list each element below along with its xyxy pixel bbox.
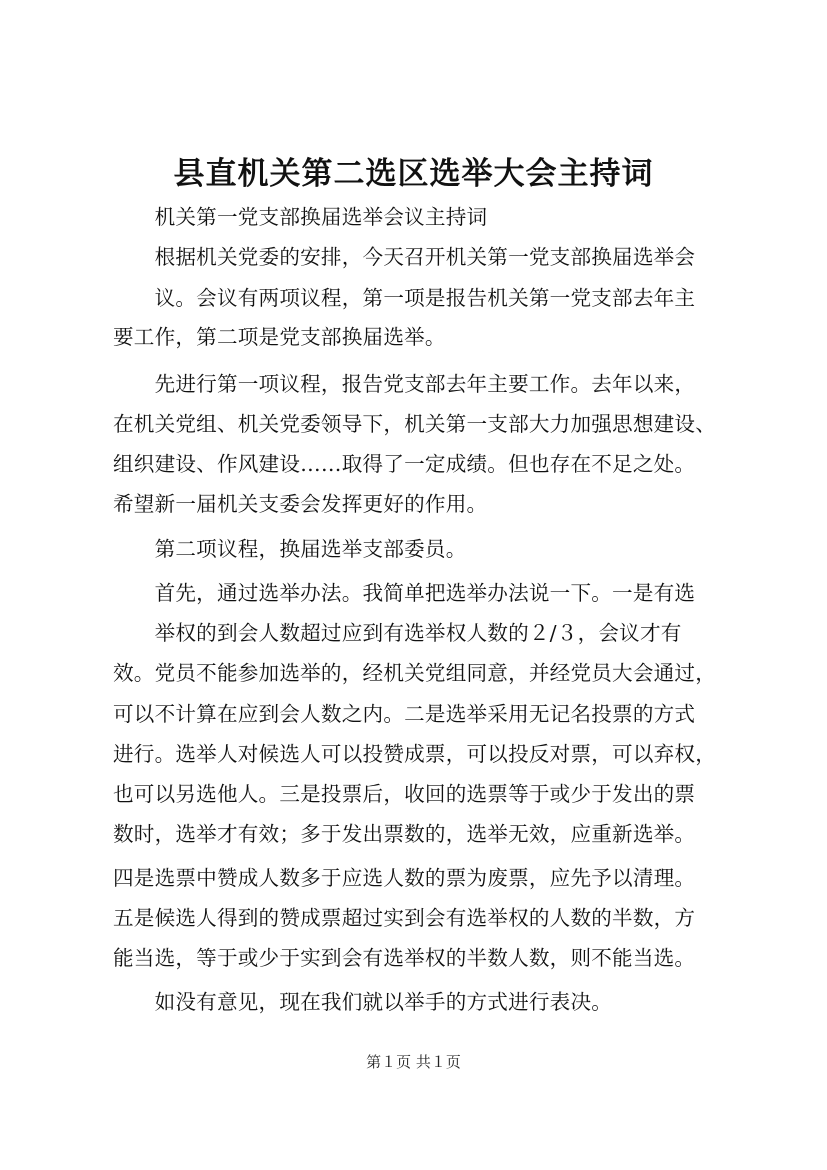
paragraph-line: 第二项议程，换届选举支部委员。	[113, 537, 467, 561]
paragraph-line: 希望新一届机关支委会发挥更好的作用。	[113, 492, 488, 516]
page-title: 县直机关第二选区选举大会主持词	[173, 156, 654, 192]
paragraph-line: 根据机关党委的安排，今天召开机关第一党支部换届选举会	[113, 245, 696, 269]
paragraph-line: 如没有意见，现在我们就以举手的方式进行表决。	[113, 990, 613, 1014]
paragraph-line: 要工作，第二项是党支部换届选举。	[113, 325, 446, 349]
paragraph-line: 举权的到会人数超过应到有选举权人数的２/３，会议才有	[113, 621, 682, 645]
paragraph-line: 五是候选人得到的赞成票超过实到会有选举权的人数的半数，方	[113, 906, 696, 930]
paragraph-line: 效。党员不能参加选举的，经机关党组同意，并经党员大会通过，	[113, 661, 717, 685]
paragraph-line: 数时，选举才有效；多于发出票数的，选举无效，应重新选举。	[113, 822, 696, 846]
paragraph-line: 进行。选举人对候选人可以投赞成票，可以投反对票，可以弃权，	[113, 742, 717, 766]
paragraph-line: 首先，通过选举办法。我简单把选举办法说一下。一是有选	[113, 581, 696, 605]
paragraph-line: 可以不计算在应到会人数之内。二是选举采用无记名投票的方式	[113, 702, 696, 726]
paragraph-line: 机关第一党支部换届选举会议主持词	[113, 205, 488, 229]
paragraph-line: 在机关党组、机关党委领导下，机关第一支部大力加强思想建设、	[113, 412, 717, 436]
page-number-footer: 第１页 共１页	[366, 1053, 461, 1071]
paragraph-line: 先进行第一项议程，报告党支部去年主要工作。去年以来，	[113, 372, 696, 396]
paragraph-line: 四是选票中赞成人数多于应选人数的票为废票，应先予以清理。	[113, 866, 696, 890]
paragraph-line: 议。会议有两项议程，第一项是报告机关第一党支部去年主	[113, 286, 696, 310]
paragraph-line: 组织建设、作风建设……取得了一定成绩。但也存在不足之处。	[113, 452, 696, 476]
paragraph-line: 也可以另选他人。三是投票后，收回的选票等于或少于发出的票	[113, 782, 696, 806]
paragraph-line: 能当选，等于或少于实到会有选举权的半数人数，则不能当选。	[113, 946, 696, 970]
